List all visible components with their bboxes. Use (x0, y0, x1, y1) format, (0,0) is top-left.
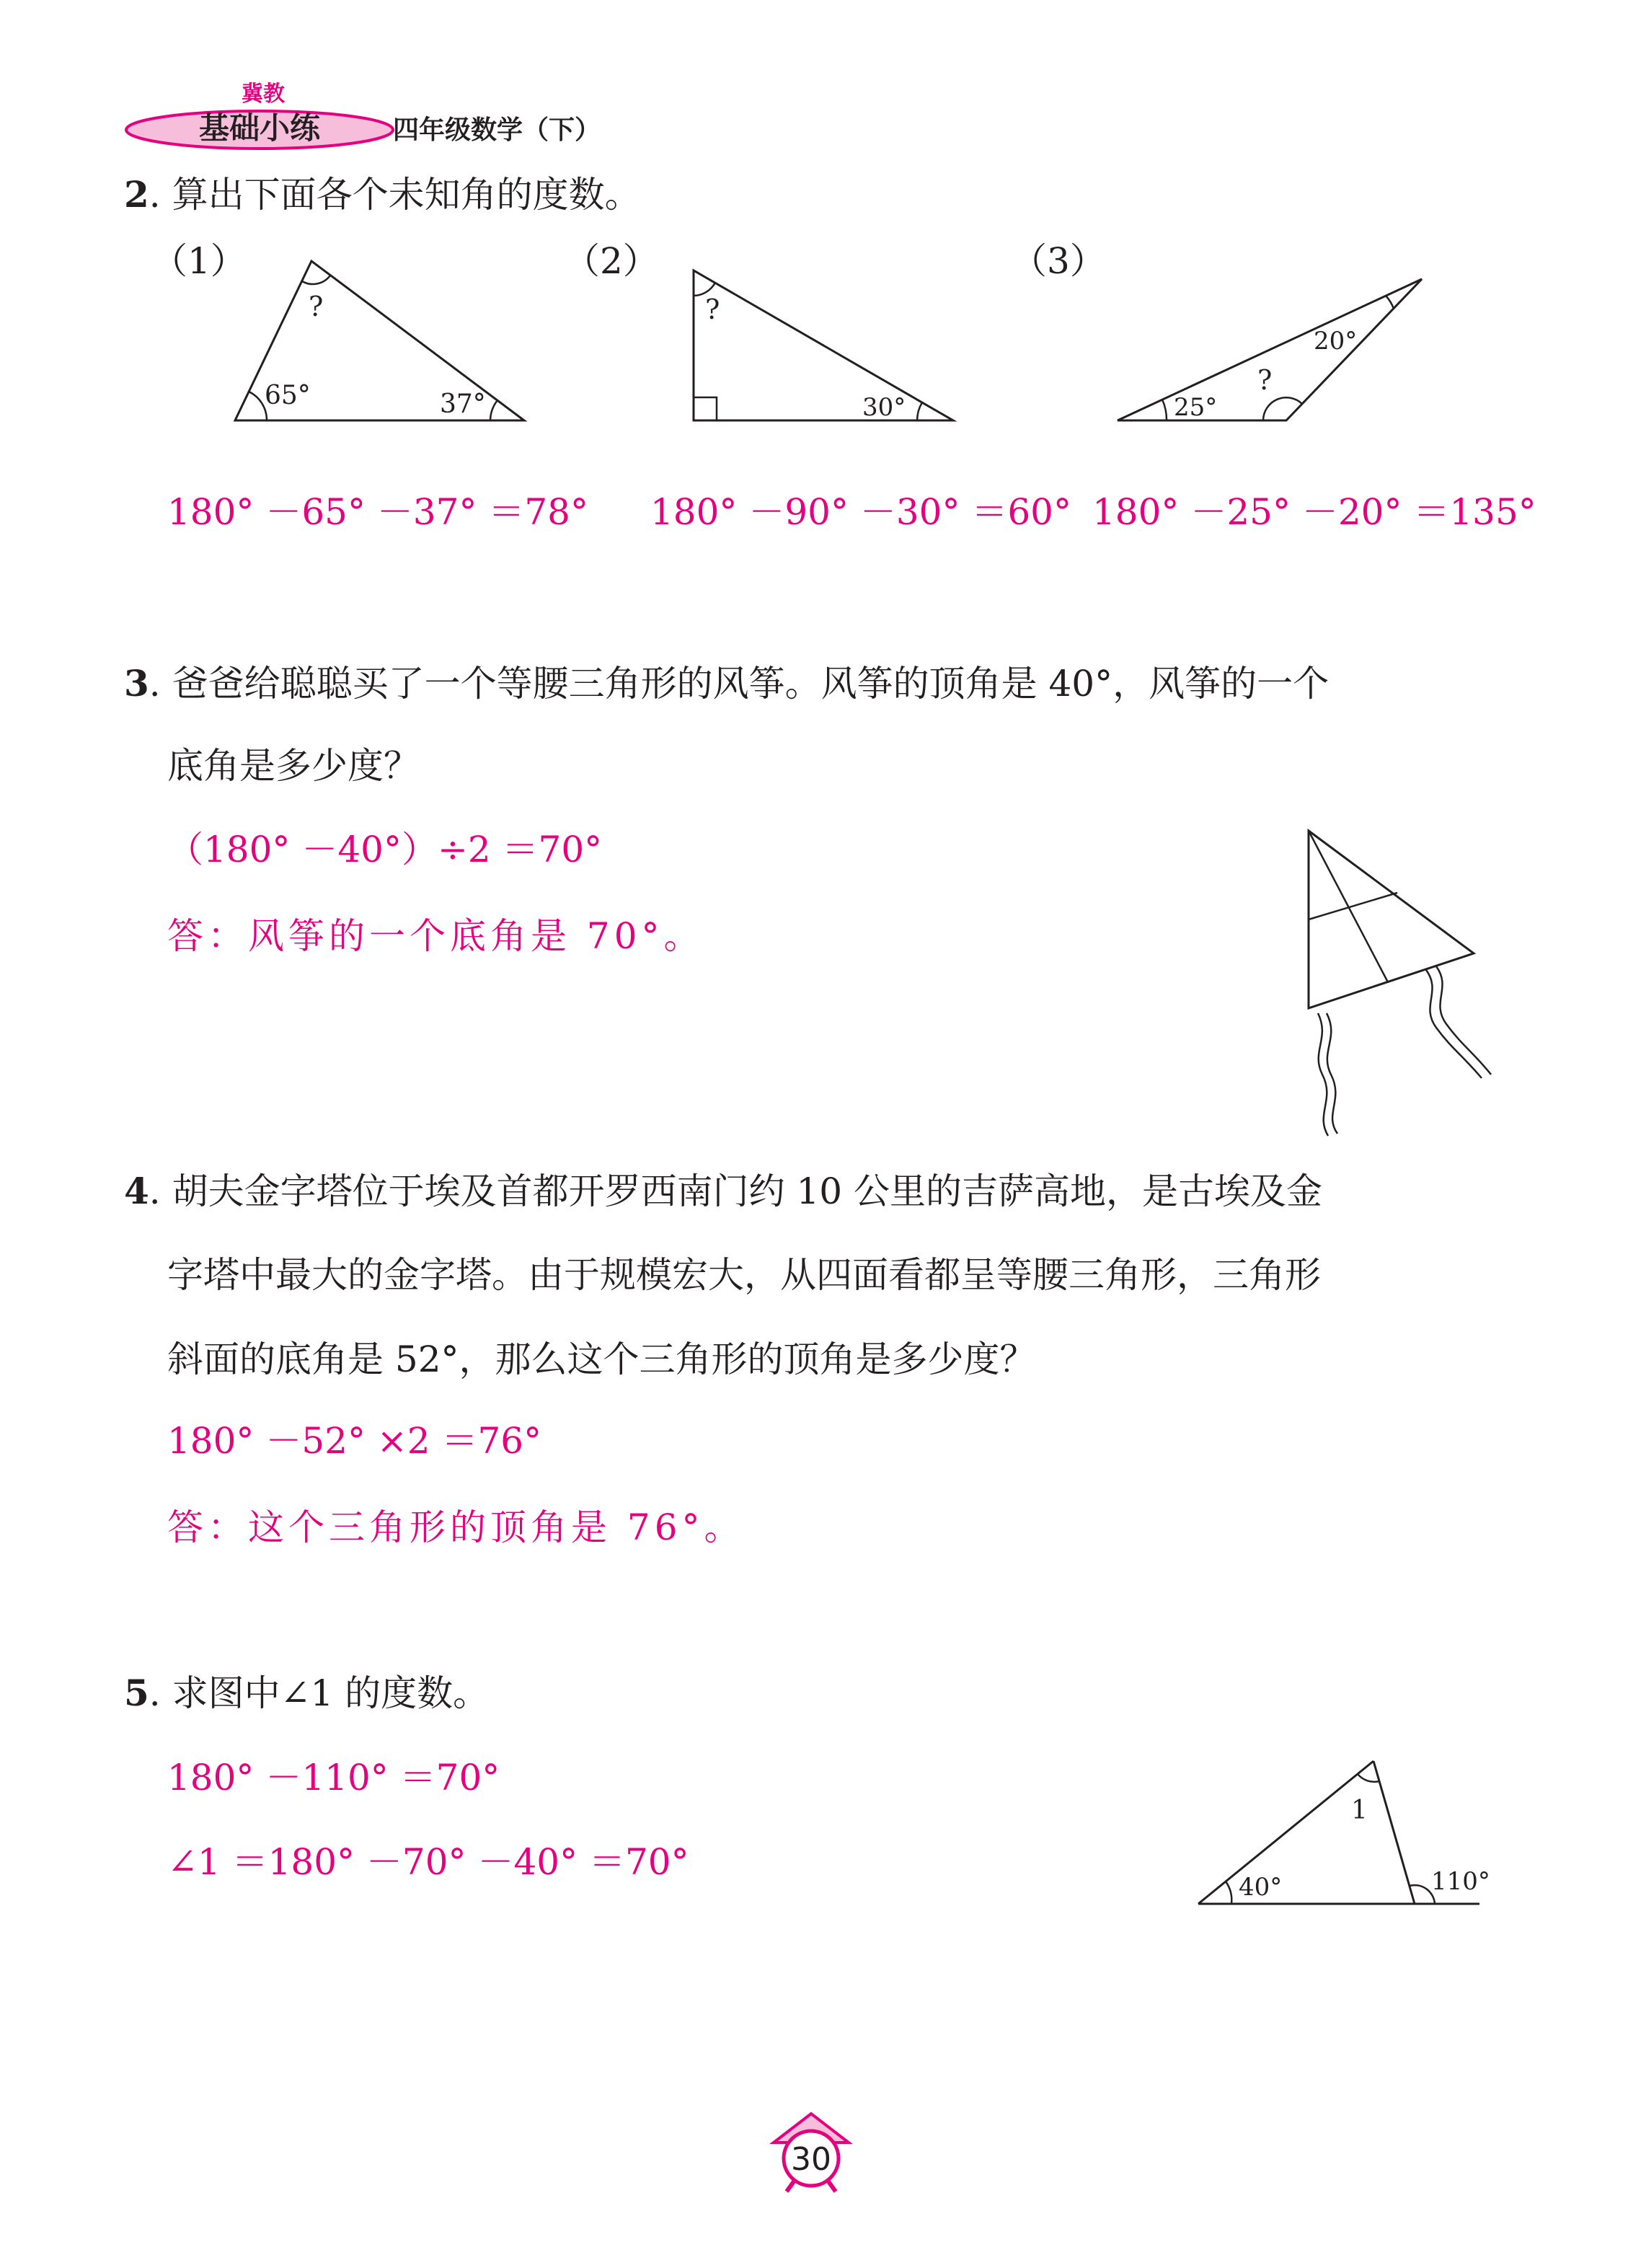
q3-answer: 答：风筝的一个底角是 70°。 (167, 915, 704, 957)
q2-tri2-angle-30: 30° (862, 393, 906, 422)
page-number-badge (768, 2109, 854, 2196)
q2-tri3-angle-unknown: ? (1257, 364, 1273, 396)
page-number: 30 (791, 2141, 831, 2178)
q2-tri1-angle-65: 65° (265, 381, 311, 410)
q3-number: 3 (124, 662, 149, 705)
q2-answer-1: 180° －65° －37° ＝78° (167, 491, 588, 533)
q4-calc: 180° －52° ×2 ＝76° (167, 1420, 542, 1462)
q2-answer-3: 180° －25° －20° ＝135° (1092, 491, 1536, 533)
q2-tri1-angle-37: 37° (440, 389, 486, 419)
q2-fig1-label: （1） (151, 240, 247, 282)
q5-calc-1: 180° －110° ＝70° (167, 1757, 500, 1799)
q3-text-1: . 爸爸给聪聪买了一个等腰三角形的风筝。风筝的顶角是 40°，风筝的一个 (149, 663, 1330, 705)
q5-right-side (1373, 1761, 1415, 1904)
page-badge-leg-right (828, 2181, 836, 2192)
q5-arc-40 (1226, 1881, 1231, 1904)
q3-line2: 底角是多少度？ (167, 745, 420, 787)
q4-number: 4 (124, 1170, 149, 1212)
q5-left-side (1198, 1761, 1373, 1904)
q2-text: . 算出下面各个未知角的度数。 (149, 174, 641, 216)
q2-tri2-angle-unknown: ? (705, 294, 720, 325)
q2-tri1-angle-unknown: ? (309, 291, 324, 322)
q5-text: . 求图中∠1 的度数。 (149, 1672, 490, 1714)
q5-angle-110: 110° (1431, 1867, 1490, 1896)
header-book-title: 四年级数学（下） (393, 115, 601, 145)
header-publisher: 冀教 (242, 81, 285, 107)
q2-fig3-label: （3） (1011, 240, 1106, 282)
q5-arc-1 (1358, 1774, 1379, 1782)
q4-text-1: . 胡夫金字塔位于埃及首都开罗西南门约 10 公里的吉萨高地，是古埃及金 (149, 1170, 1322, 1212)
q5-calc-2: ∠1 ＝180° －70° －40° ＝70° (167, 1841, 689, 1883)
q2-answer-2: 180° －90° －30° ＝60° (650, 491, 1071, 533)
q4-line2: 字塔中最大的金字塔。由于规模宏大，从四面看都呈等腰三角形，三角形 (167, 1254, 1321, 1296)
q2-fig2-label: （2） (564, 240, 659, 282)
page-badge-leg-left (787, 2181, 794, 2192)
q5-angle-1: 1 (1351, 1796, 1368, 1825)
q3-calc: （180° －40°）÷2 ＝70° (167, 829, 603, 870)
q4-line3: 斜面的底角是 52°，那么这个三角形的顶角是多少度？ (167, 1338, 1036, 1380)
q5-number: 5 (124, 1672, 149, 1714)
q4-answer: 答：这个三角形的顶角是 76°。 (167, 1506, 745, 1548)
q2-number: 2 (124, 173, 149, 216)
q2-tri3-angle-20: 20° (1314, 327, 1358, 356)
header-series: 基础小练 (198, 110, 321, 146)
q2-tri3-angle-25: 25° (1174, 393, 1218, 422)
q5-angle-40: 40° (1239, 1873, 1283, 1902)
